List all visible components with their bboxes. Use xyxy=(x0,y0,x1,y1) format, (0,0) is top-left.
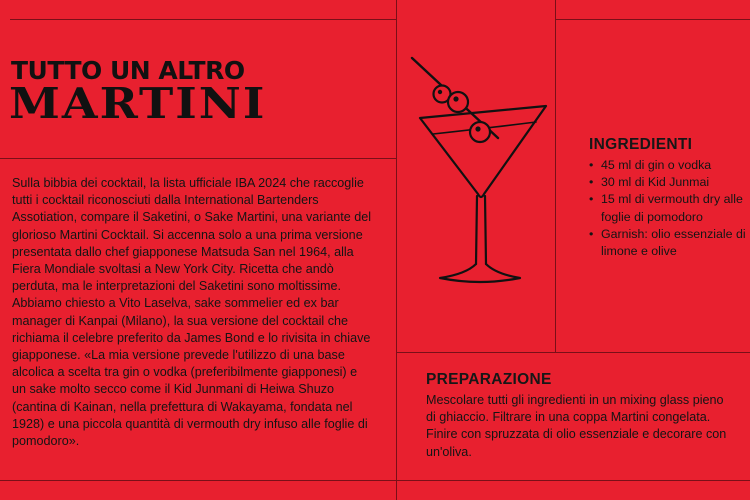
divider-under-title xyxy=(0,158,396,159)
divider-vertical-right xyxy=(555,0,556,352)
article-paragraph-1: Sulla bibbia dei cocktail, la lista ufficiale IBA 2024 che raccoglie tutti i cocktail riconosciuti dalla International Bartenders Assotiation, compare il Saketini, o Sake Martini, una variante del glorioso Martini Cocktail. Si accenna solo a una prima versione presentata dallo chef giapponese Matsuda San nel 1964, alla Fiera Mondiale svoltasi a New York City. Ricetta che andò perduta, ma le interpretazioni del Saketini sono moltissime. xyxy=(12,176,372,294)
ingredient-item: • 45 ml di gin o vodka xyxy=(589,157,749,174)
article-body xyxy=(12,175,372,450)
divider-preparation xyxy=(396,352,750,353)
ingredients-title: INGREDIENTI xyxy=(589,136,693,153)
divider-top-left xyxy=(10,19,396,20)
divider-bottom xyxy=(0,480,750,481)
divider-top-right xyxy=(555,19,750,20)
martini-glass-illustration xyxy=(400,50,550,300)
article-paragraph-2: Abbiamo chiesto a Vito Laselva, sake sommelier ed ex bar manager di Kanpai (Milano), la sua versione del cocktail che richiama il celebre preferito da James Bond e lo rivisita in chiave giapponese. «La mia versione prevede l'utilizzo di una base alcolica a scelta tra gin o vodka (preferibilmente giapponesi) e un sake molto secco come il Kid Junmani di Heiwa Shuzo (cantina di Kainan, nella prefettura di Wakayama, fondata nel 1928) e una piccola quantità di vermouth dry infuso alle foglie di pomodoro». xyxy=(12,296,371,449)
ingredient-item: • 15 ml di vermouth dry alle foglie di pomodoro xyxy=(589,191,749,225)
glass-bowl xyxy=(420,106,546,197)
divider-vertical-left xyxy=(396,0,397,500)
ingredient-item: • Garnish: olio essenziale di limone e olive xyxy=(589,226,749,260)
preparation-text: Mescolare tutti gli ingredienti in un mixing glass pieno di ghiaccio. Filtrare in una coppa Martini congelata. Finire con spruzzata di olio essenziale e decorare con un'oliva. xyxy=(426,393,727,459)
ingredients-list xyxy=(589,157,749,260)
preparation-title: PREPARAZIONE xyxy=(426,371,552,388)
ingredient-item: • 30 ml di Kid Junmai xyxy=(589,174,749,191)
glass-base xyxy=(440,264,520,282)
title-line-2: MARTINI xyxy=(9,78,267,128)
olive-skewer-icon xyxy=(412,58,498,142)
glass-stem xyxy=(476,196,486,264)
title-line-1: TUTTO UN ALTRO xyxy=(11,56,245,85)
